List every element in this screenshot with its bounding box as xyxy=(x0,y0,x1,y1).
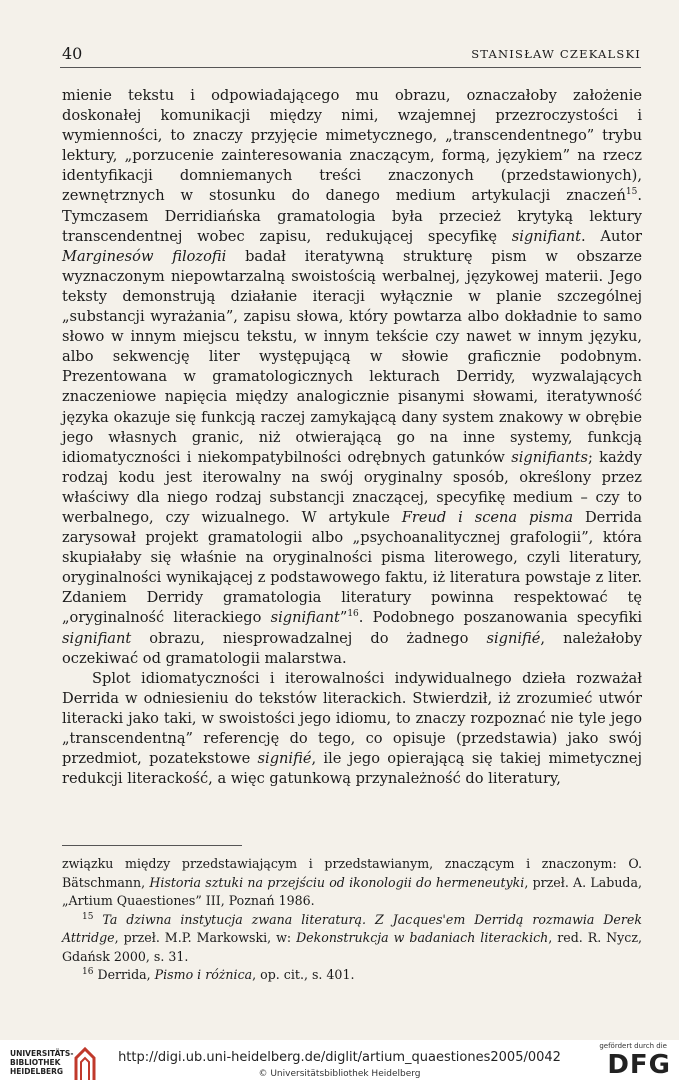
text-run: , przeł. M.P. Markowski, w: xyxy=(114,930,297,945)
footnote-number: 15 xyxy=(82,911,94,922)
italic-term: signifiant xyxy=(62,629,132,647)
footnotes xyxy=(62,855,642,985)
page-number: 40 xyxy=(62,44,83,63)
text-run: . Autor xyxy=(581,227,642,245)
footnote-ref[interactable]: 16 xyxy=(347,609,359,620)
italic-term: signifié xyxy=(486,629,541,647)
dfg-logo xyxy=(591,1042,671,1080)
italic-term: signifiants xyxy=(511,448,588,466)
italic-title: Marginesów filozofii xyxy=(62,247,227,265)
italic-title: Pismo i różnica xyxy=(154,967,253,982)
footnote-16 xyxy=(62,966,642,985)
italic-term: signifiant xyxy=(270,609,340,627)
footnote-rule xyxy=(62,845,242,846)
text-run: Splot idiomatyczności i iterowalności indywidualnego dzieła rozważał Derrida w odniesieniu do tekstów literackich. Stwierdził, iż zrozumieć utwór literacki jako taki, w swoistości jego idiomu, to znaczy rozpoznać nie tyle jego „transcendentną” referencję do tego, co opisuje (przedstawia) jako swój przedmiot, pozatekstowe xyxy=(62,669,642,768)
text-run: , op. cit., s. 401. xyxy=(252,967,355,982)
italic-term: signifiant xyxy=(511,227,582,245)
italic-term: signifié xyxy=(257,750,312,768)
text-run: , red. R. Nycz, Gdańsk 2000, s. 31. xyxy=(62,930,642,964)
text-run: związku między przedstawiającym i przedstawianym, znaczącym i znaczonym: O. Bätschmann, xyxy=(62,856,642,890)
permalink[interactable]: http://digi.ub.uni-heidelberg.de/diglit/artium_quaestiones2005/0042 xyxy=(118,1050,561,1065)
header-rule xyxy=(60,67,641,68)
text-run: ; każdy rodzaj kodu jest iterowalny na swój oryginalny sposób, określony przez właściwy dla niego rodzaj substancji znaczącej, specyfikę medium – czy to werbalnego, czy wizualnego. W artykule xyxy=(62,448,642,526)
italic-title: Freud i scena pisma xyxy=(401,508,574,526)
logo-line: BIBLIOTHEK xyxy=(10,1058,61,1067)
main-text xyxy=(62,86,642,789)
footnote-continuation xyxy=(62,855,642,911)
footnote-15 xyxy=(62,911,642,967)
text-run: ” xyxy=(339,609,348,627)
dfg-caption: gefördert durch die xyxy=(599,1042,667,1050)
text-run: . Tymczasem Derridiańska gramatologia była przecież krytyką lektury transcendentnej wobec zapisu, redukującej specyfikę xyxy=(62,187,642,245)
text-run: mienie tekstu i odpowiadającego mu obrazu, oznaczałoby założenie doskonałej komunikacji między nimi, wzajemnej przezroczystości i wymienności, to znaczy przyjęcie mimetycznego, „transcendentnego” trybu lektury, „porzucenie zainteresowania znaczącym, formą, językiem” na rzecz identyfikacji domniemanych treści znaczonych (przedstawionych), zewnętrznych w stosunku do danego medium artykulacji znaczeń xyxy=(62,87,642,205)
footnote-number: 16 xyxy=(82,966,94,977)
italic-title: Dekonstrukcja w badaniach literackich xyxy=(296,930,549,945)
text-run: obrazu, niesprowadzalnej do żadnego xyxy=(131,629,487,647)
digitization-footer xyxy=(0,1040,679,1088)
running-head: STANISŁAW CZEKALSKI xyxy=(471,47,641,61)
text-run: Derrida, xyxy=(97,967,155,982)
text-run: badał iteratywną strukturę pism w obszarze wyznaczonym niepowtarzalną swoistością werbalnej, językowej materii. Jego teksty demonstrują działanie iteracji wyłącznie w planie szczególnej „substancji wyrażania”, zapisu słowa, który powtarza albo dokładnie to samo słowo w innym miejscu tekstu, w innym tekście czy nawet w innym języku, albo sekwencję liter występującą w słowie graficznie podobnym. Prezentowana w gramatologicznych lekturach Derridy, wyzwalających znaczeniowe napięcia między analogicznie pisanymi słowami, iteratywność języka okazuje się funkcją raczej zamykającą dany system znakowy w obrębie jego własnych granic, niż otwierającą go na inne systemy, funkcją idiomatyczności i niekompatybilności odrębnych gatunków xyxy=(62,247,642,466)
text-run: , ile jego opierającą się takiej mimetycznej redukcji literackość, a więc gatunkową przynależność do literatury, xyxy=(62,750,642,788)
dfg-mark: DFG xyxy=(607,1050,671,1080)
paragraph xyxy=(62,86,642,669)
italic-title: Ta dziwna instytucja zwana literaturą. Z Jacques'em Derridą rozmawia Derek Attridge xyxy=(62,911,642,945)
text-run: , przeł. A. Labuda, „Artium Quaestiones” III, Poznań 1986. xyxy=(62,874,642,908)
text-run: Derrida zarysował projekt gramatologii albo „psychoanalitycznej grafologii”, która skupiałaby się właśnie na oryginalności pisma literowego, czyli literatury, oryginalności wynikającej z podstawowego faktu, iż literatura powstaje z liter. Zdaniem Derridy gramatologia literatury powinna respektować tę „oryginalność literackiego xyxy=(62,508,642,627)
paragraph xyxy=(62,669,642,790)
copyright: © Universitätsbibliothek Heidelberg xyxy=(258,1069,421,1079)
footnote-ref[interactable]: 15 xyxy=(625,187,638,198)
logo-line: UNIVERSITÄTS- xyxy=(10,1049,74,1058)
text-run: , należałoby oczekiwać od gramatologii malarstwa. xyxy=(62,629,642,667)
logo-line: HEIDELBERG xyxy=(10,1067,64,1076)
italic-title: Historia sztuki na przejściu od ikonologii do hermeneutyki xyxy=(149,874,525,890)
text-run: . Podobnego poszanowania specyfiki xyxy=(358,609,642,627)
